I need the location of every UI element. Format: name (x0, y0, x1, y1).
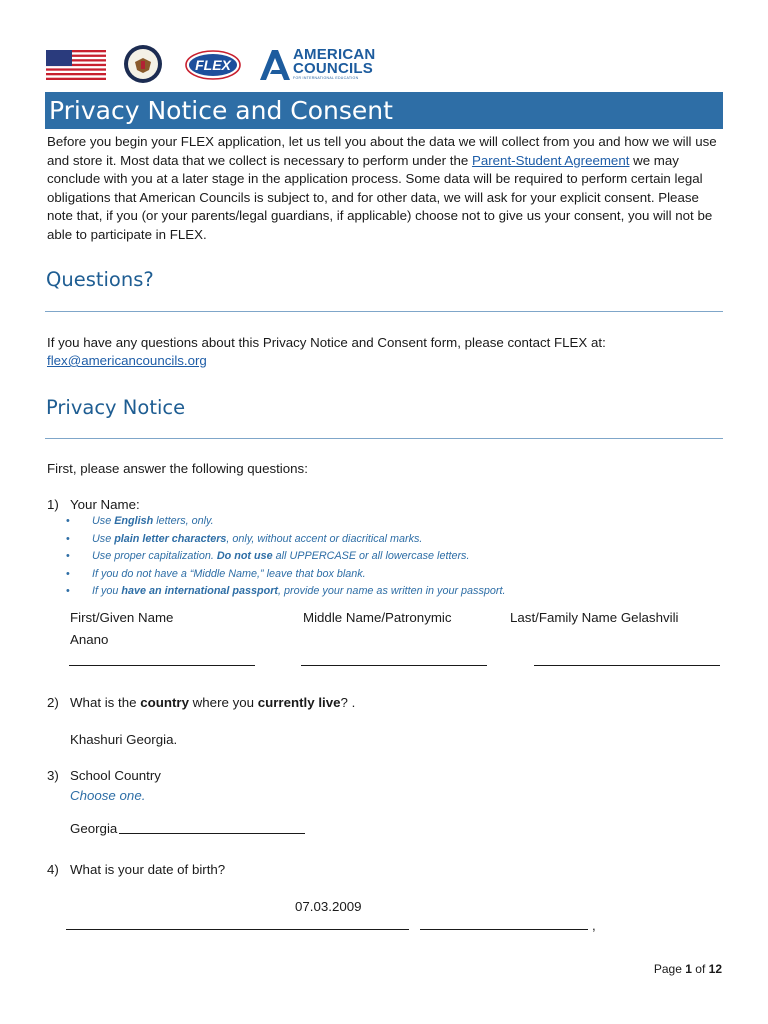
bullet-icon: • (66, 567, 70, 580)
flex-logo-icon (184, 48, 242, 82)
question-number: 3) (47, 768, 59, 783)
first-name-underline (69, 665, 255, 666)
american-councils-wordmark (293, 48, 375, 76)
dob-secondary-underline[interactable] (420, 929, 588, 930)
first-name-label: First/Given Name (70, 610, 174, 625)
date-of-birth-field[interactable]: 07.03.2009 (295, 899, 362, 914)
intro-text-2: we may conclude with you at a later stage in the application process. Some data will be required to perform certain legal obligations that American Councils is subject to, and for other data, we will ask for your explicit consent. Please note that, if you (or your parents/legal guardians, if applicable) choose not to give us your consent, you will not be able to participate in FLEX. (47, 152, 713, 242)
section-divider (45, 311, 723, 312)
q2-label: What is the country where you currently live? . (70, 695, 356, 710)
ac-name-line1: AMERICAN (293, 46, 376, 63)
list-item: • If you have an international passport, provide your name as written in your passport. (66, 583, 505, 601)
privacy-notice-heading: Privacy Notice (46, 396, 186, 419)
middle-name-label: Middle Name/Patronymic (303, 610, 452, 625)
bullet-icon: • (66, 550, 70, 563)
question-number: 4) (47, 862, 59, 877)
ac-tagline: FOR INTERNATIONAL EDUCATION (293, 76, 359, 80)
middle-name-field[interactable] (301, 665, 487, 666)
school-country-underline (119, 833, 305, 834)
bullet-icon: • (66, 515, 70, 527)
q1-label: Your Name: (70, 497, 140, 512)
page-title: Privacy Notice and Consent (45, 92, 723, 129)
section-divider (45, 438, 723, 439)
bullet-icon: • (66, 585, 70, 598)
q3-label: School Country (70, 768, 161, 783)
school-country-field[interactable]: Georgia (70, 821, 118, 836)
current-country-field[interactable]: Khashuri Georgia. (70, 732, 178, 747)
list-item: • Use plain letter characters, only, without accent or diacritical marks. (66, 531, 505, 549)
flex-logo-text: FLEX (195, 57, 231, 73)
dob-underline (66, 929, 409, 930)
list-item: • Use proper capitalization. Do not use all UPPERCASE or all lowercase letters. (66, 548, 505, 566)
questions-heading: Questions? (46, 268, 154, 291)
intro-text-1: Before you begin your FLEX application, let us tell you about the data we will collect from you and how we will use and store it. Most data that we collect is necessary to perform under the (47, 134, 717, 168)
last-name-underline (534, 665, 720, 666)
questions-text: If you have any questions about this Privacy Notice and Consent form, please contact FLEX at: (47, 335, 606, 350)
privacy-lead-text: First, please answer the following questions: (47, 461, 308, 476)
state-department-seal-icon (123, 44, 163, 84)
bullet-icon: • (66, 532, 70, 545)
question-number: 1) (47, 497, 59, 512)
list-item: • Use English letters, only. (66, 513, 505, 531)
page-number: Page 1 of 12 (653, 962, 722, 976)
first-name-field[interactable]: Anano (70, 632, 109, 647)
logo-strip (46, 44, 386, 84)
list-item: • If you do not have a “Middle Name,” leave that box blank. (66, 566, 505, 584)
ac-name-line2: COUNCILS (293, 60, 373, 77)
flex-email-link[interactable]: flex@americancouncils.org (47, 353, 207, 368)
name-instructions-list (66, 513, 505, 601)
parent-student-agreement-link[interactable]: Parent-Student Agreement (471, 152, 630, 168)
dob-separator: , (592, 918, 596, 933)
intro-paragraph (47, 133, 727, 245)
q4-label: What is your date of birth? (70, 862, 226, 877)
q3-hint: Choose one. (70, 788, 146, 803)
last-name-label: Last/Family Name Gelashvili (510, 610, 679, 625)
question-number: 2) (47, 695, 59, 710)
us-flag-icon (46, 50, 106, 80)
